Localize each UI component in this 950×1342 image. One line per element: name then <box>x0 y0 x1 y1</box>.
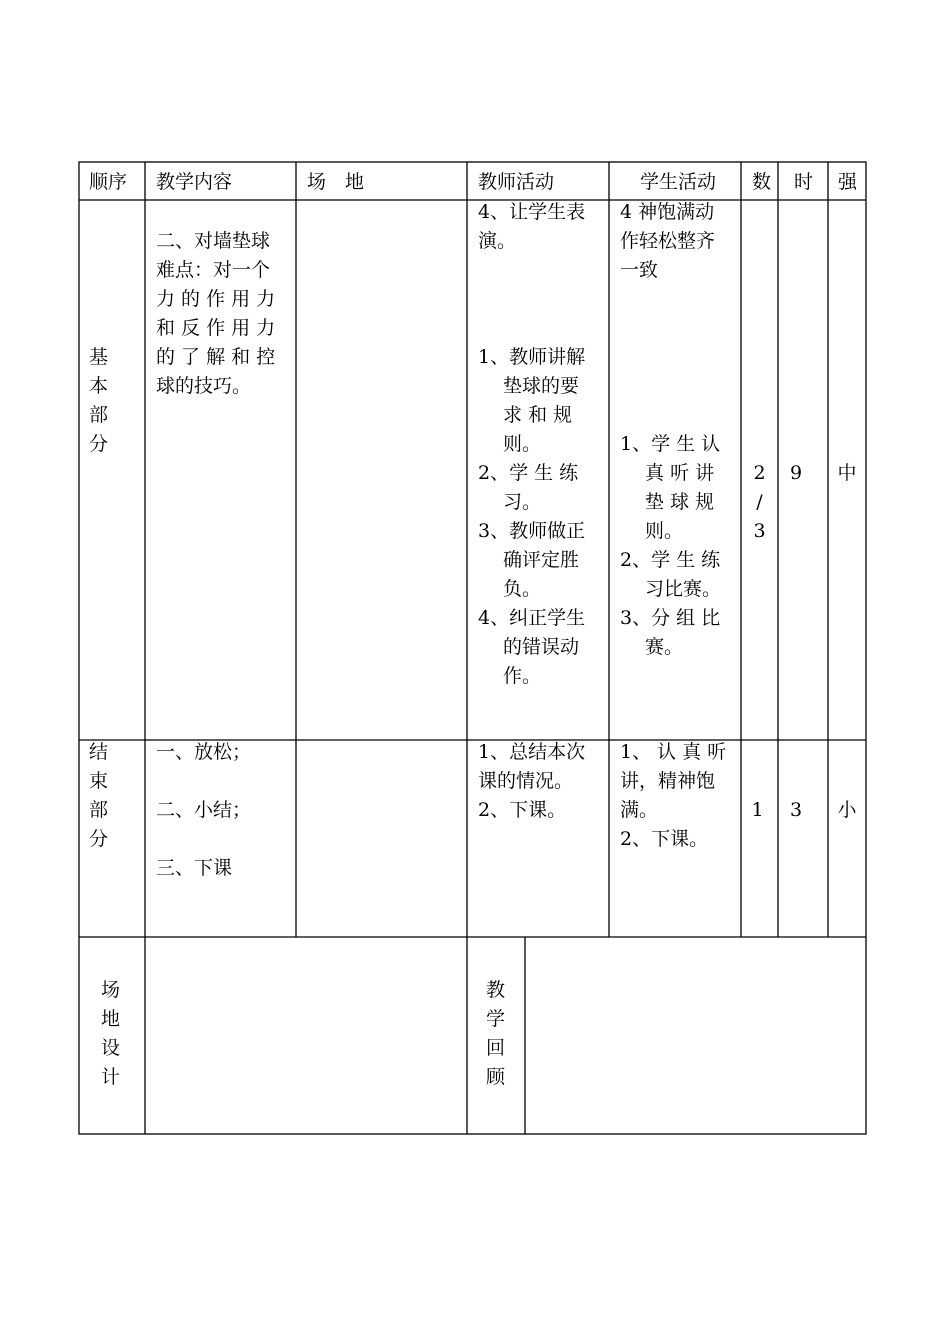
ending-teacher: 1、总结本次 课的情况。 2、下课。 <box>478 741 586 821</box>
basic-count: 2 / 3 <box>753 462 766 542</box>
ending-student: 1、 认 真 听 讲，精神饱 满。 2、下课。 <box>620 741 727 850</box>
ending-time: 3 <box>789 799 803 821</box>
basic-section-label: 基 本 部 分 <box>89 346 109 455</box>
ending-content: 一、放松； 二、小结； 三、下课 <box>156 741 252 879</box>
header-intensity: 强 <box>838 171 858 193</box>
basic-time: 9 <box>789 462 803 484</box>
header-content: 教学内容 <box>156 171 233 193</box>
basic-student-steps: 1、学 生 认 真 听 讲 垫 球 规 则。 2、学 生 练 习比赛。 3、分 组 比 赛。 <box>620 433 722 658</box>
basic-teacher-demo: 4、让学生表 演。 <box>478 201 586 252</box>
header-venue: 场 地 <box>307 171 365 193</box>
basic-student-demo: 4 神饱满动 作轻松整齐 一致 <box>620 201 716 281</box>
basic-content: 二、对墙垫球 难点：对一个 力 的 作 用 力 和 反 作 用 力 的 了 解 和 控 球的技巧。 <box>156 230 276 397</box>
ending-count: 1 <box>751 799 764 821</box>
header-time: 时 <box>794 171 814 193</box>
ending-intensity: 小 <box>837 799 857 821</box>
venue-design-label: 场 地 设 计 <box>101 979 121 1088</box>
teaching-review-label: 教 学 回 顾 <box>486 979 506 1088</box>
basic-teacher-steps: 1、教师讲解 垫球的要 求 和 规 则。 2、学 生 练 习。 3、教师做正 确评定胜 负。 4、纠正学生 的错误动 作。 <box>478 346 586 687</box>
header-teacher-activity: 教师活动 <box>478 171 555 193</box>
header-order: 顺序 <box>89 171 128 193</box>
header-student-activity: 学生活动 <box>640 171 717 193</box>
ending-section-label: 结 束 部 分 <box>89 741 109 850</box>
header-count: 数 <box>752 171 772 193</box>
basic-intensity: 中 <box>837 462 857 484</box>
